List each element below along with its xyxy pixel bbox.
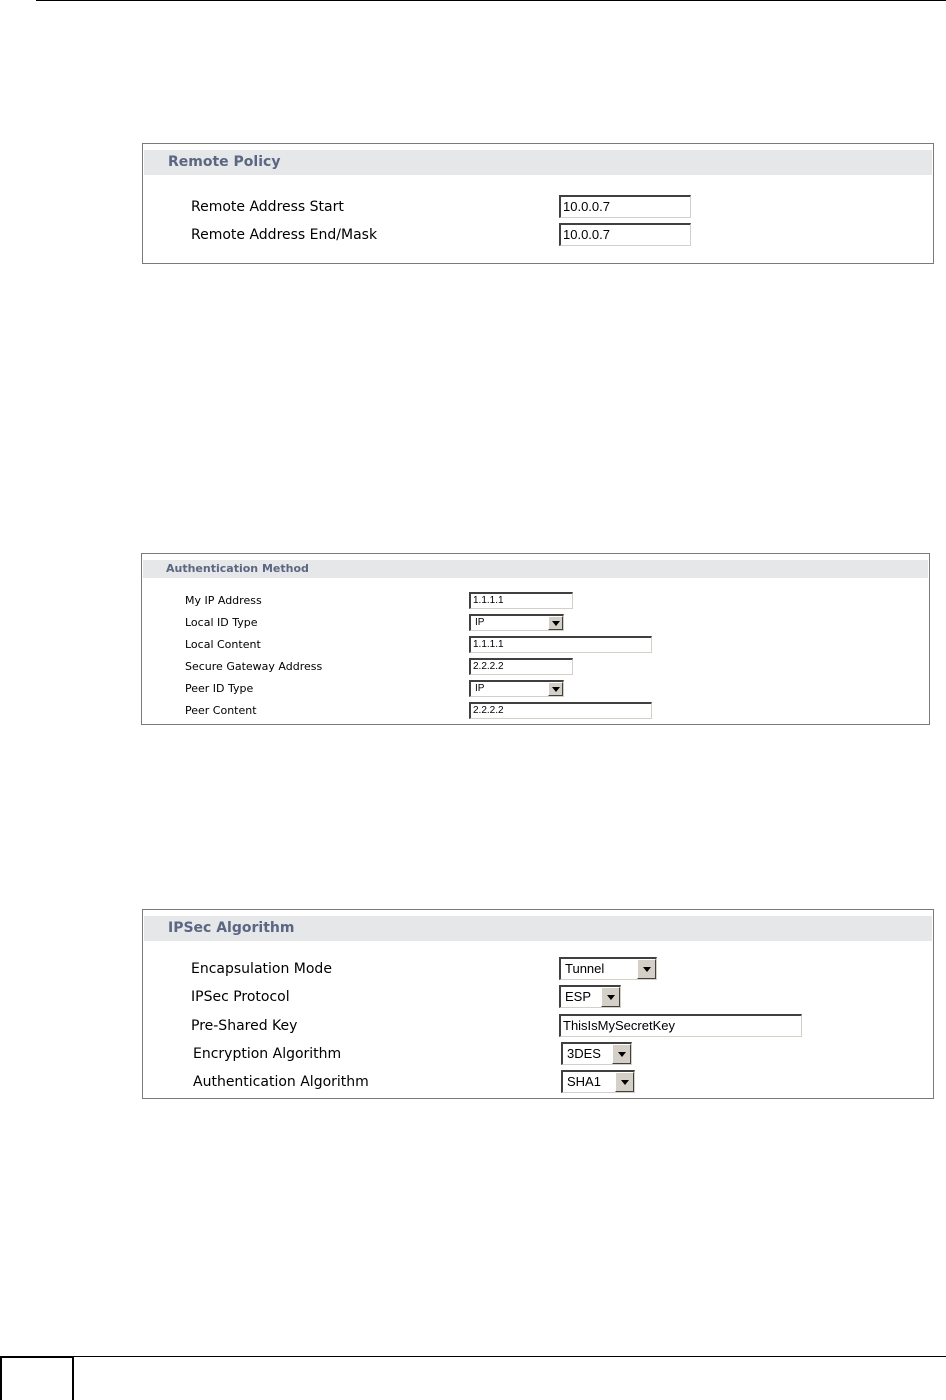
local-content-label: Local Content: [185, 638, 261, 651]
remote-policy-panel: [142, 143, 934, 264]
authentication-method-title: Authentication Method: [143, 560, 928, 578]
authentication-algorithm-dropdown-arrow[interactable]: [615, 1072, 634, 1092]
pre-shared-key-label: Pre-Shared Key: [191, 1018, 298, 1034]
ipsec-protocol-value: ESP: [565, 989, 592, 1004]
chevron-down-icon: [618, 1052, 626, 1057]
authentication-algorithm-select[interactable]: [561, 1070, 635, 1093]
local-id-type-dropdown-arrow[interactable]: [548, 616, 563, 630]
chevron-down-icon: [607, 995, 615, 1000]
my-ip-address-label: My IP Address: [185, 594, 262, 607]
encryption-algorithm-dropdown-arrow[interactable]: [612, 1044, 631, 1064]
encapsulation-mode-dropdown-arrow[interactable]: [637, 959, 656, 979]
local-content-input[interactable]: 1.1.1.1: [469, 636, 652, 653]
encryption-algorithm-select[interactable]: [561, 1042, 632, 1065]
peer-id-type-select[interactable]: [469, 680, 564, 697]
chevron-down-icon: [552, 687, 560, 692]
secure-gateway-address-label: Secure Gateway Address: [185, 660, 323, 673]
page-bottom-rule: [74, 1356, 946, 1357]
local-id-type-select[interactable]: [469, 614, 564, 631]
authentication-method-panel: [141, 553, 930, 725]
peer-content-input[interactable]: 2.2.2.2: [469, 702, 652, 719]
encapsulation-mode-select[interactable]: [559, 957, 657, 980]
ipsec-algorithm-panel: [142, 909, 934, 1099]
remote-policy-title: Remote Policy: [144, 150, 932, 175]
encryption-algorithm-label: Encryption Algorithm: [193, 1046, 342, 1062]
peer-content-label: Peer Content: [185, 704, 257, 717]
encapsulation-mode-value: Tunnel: [565, 961, 605, 976]
remote-address-end-label: Remote Address End/Mask: [191, 227, 378, 243]
chevron-down-icon: [621, 1080, 629, 1085]
peer-id-type-label: Peer ID Type: [185, 682, 254, 695]
encapsulation-mode-label: Encapsulation Mode: [191, 961, 332, 977]
chevron-down-icon: [552, 621, 560, 626]
secure-gateway-address-input[interactable]: 2.2.2.2: [469, 658, 573, 675]
page-number-box: [0, 1356, 74, 1400]
authentication-algorithm-value: SHA1: [567, 1074, 601, 1089]
peer-id-type-dropdown-arrow[interactable]: [548, 682, 563, 696]
pre-shared-key-input[interactable]: ThisIsMySecretKey: [559, 1014, 802, 1037]
my-ip-address-input[interactable]: 1.1.1.1: [469, 592, 573, 609]
peer-id-type-value: IP: [475, 683, 485, 694]
local-id-type-label: Local ID Type: [185, 616, 258, 629]
ipsec-protocol-dropdown-arrow[interactable]: [601, 987, 620, 1007]
ipsec-algorithm-title: IPSec Algorithm: [144, 916, 932, 941]
remote-address-start-label: Remote Address Start: [191, 199, 344, 215]
remote-address-end-input[interactable]: 10.0.0.7: [559, 223, 691, 246]
local-id-type-value: IP: [475, 617, 485, 628]
chevron-down-icon: [643, 967, 651, 972]
ipsec-protocol-label: IPSec Protocol: [191, 989, 290, 1005]
page-top-rule: [36, 0, 946, 1]
encryption-algorithm-value: 3DES: [567, 1046, 601, 1061]
ipsec-protocol-select[interactable]: [559, 985, 621, 1008]
remote-address-start-input[interactable]: 10.0.0.7: [559, 195, 691, 218]
authentication-algorithm-label: Authentication Algorithm: [193, 1074, 369, 1090]
